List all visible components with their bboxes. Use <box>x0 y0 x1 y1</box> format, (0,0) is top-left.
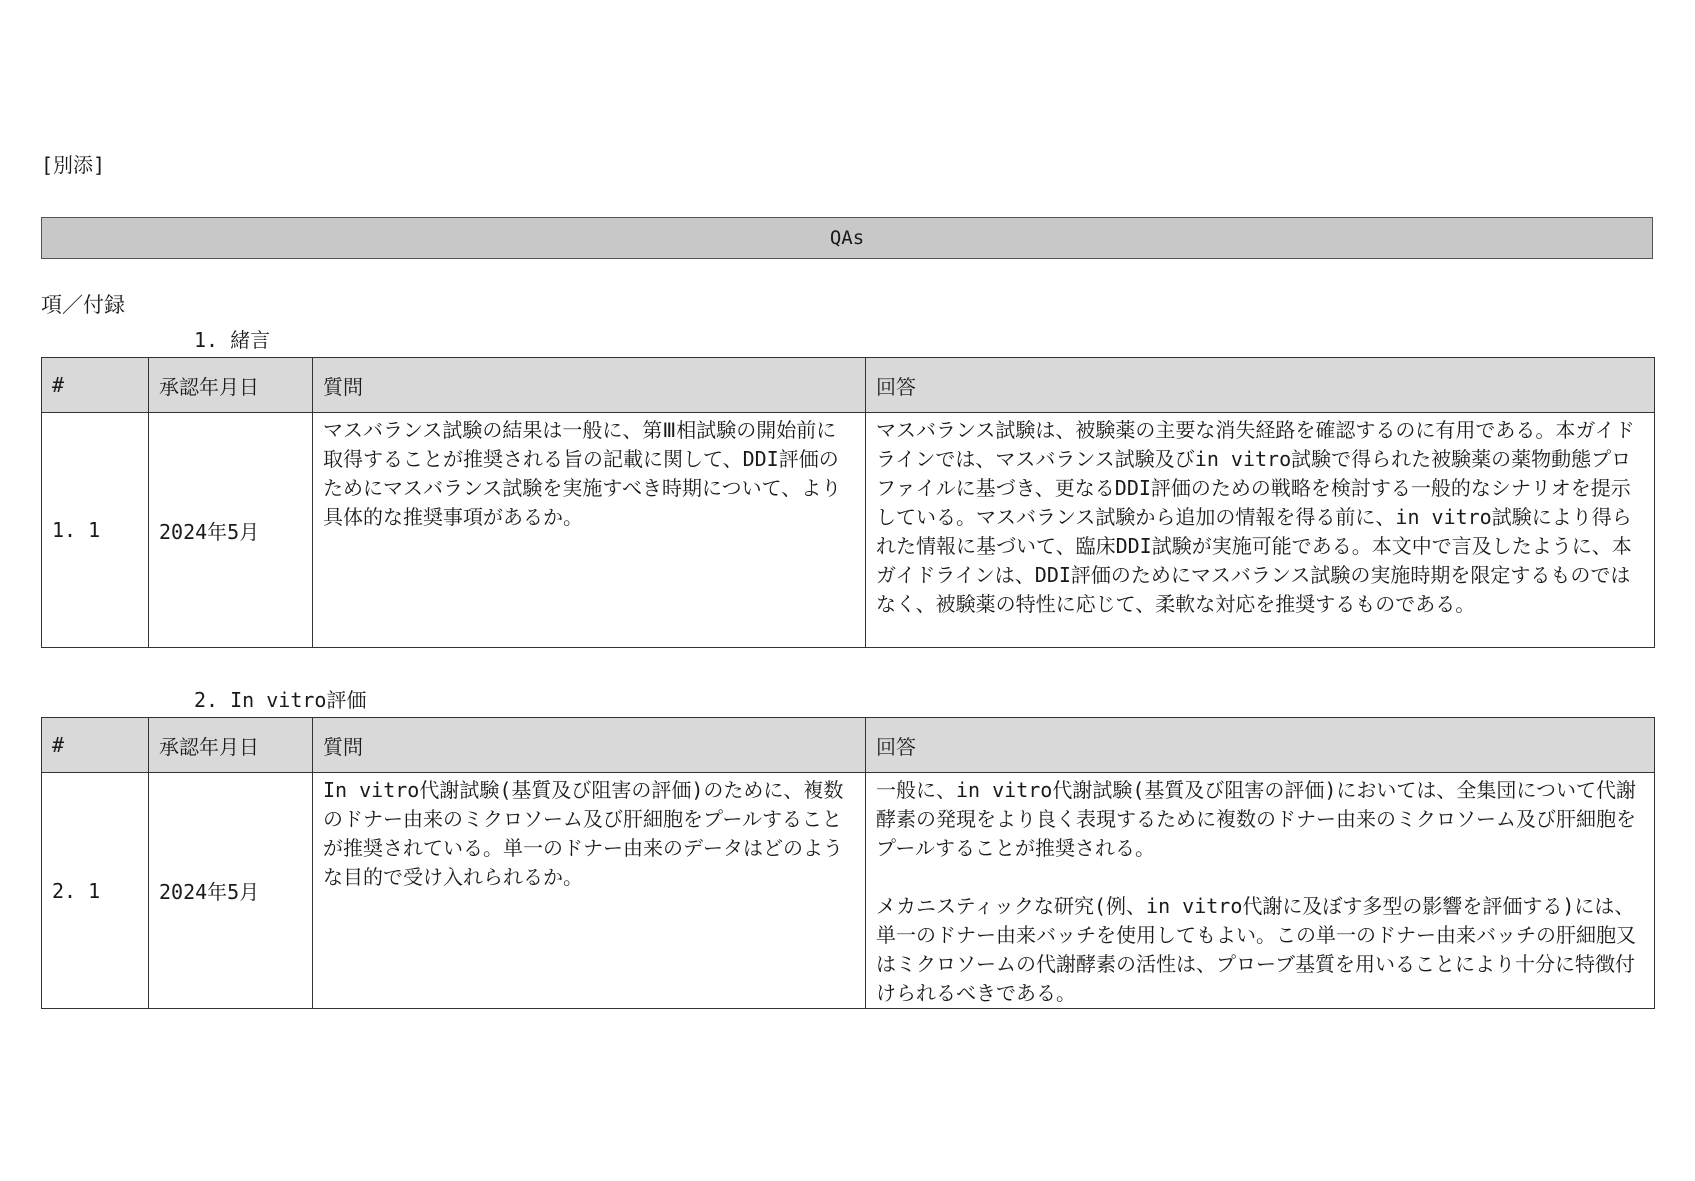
qa-number: 2. 1 <box>42 773 149 1009</box>
column-header-number: # <box>42 718 149 773</box>
table-header-row <box>42 358 1655 413</box>
subsection-heading-introduction: 1. 緒言 <box>194 328 271 352</box>
qa-date: 2024年5月 <box>149 413 313 648</box>
qas-banner <box>41 217 1653 259</box>
qa-question: マスバランス試験の結果は一般に、第Ⅲ相試験の開始前に取得することが推奨される旨の記載に関して、DDI評価のためにマスバランス試験を実施すべき時期について、より具体的な推奨事項があるか。 <box>313 413 866 648</box>
column-header-number: # <box>42 358 149 413</box>
table-row <box>42 413 1655 648</box>
column-header-answer: 回答 <box>866 718 1655 773</box>
column-header-question: 質問 <box>313 358 866 413</box>
section-heading: 項／付録 <box>41 293 125 317</box>
qa-answer: 一般に、in vitro代謝試験(基質及び阻害の評価)においては、全集団について代謝酵素の発現をより良く表現するために複数のドナー由来のミクロソーム及び肝細胞をプールすることが推奨される。 メカニスティックな研究(例、in vitro代謝に及ぼす多型の影響を評価する)には、単一のドナー由来バッチを使用してもよい。この単一のドナー由来バッチの肝細胞又はミクロソームの代謝酵素の活性は、プローブ基質を用いることにより十分に特徴付けられるべきである。 <box>866 773 1655 1009</box>
column-header-question: 質問 <box>313 718 866 773</box>
table-row <box>42 773 1655 1009</box>
qa-table-in-vitro <box>41 717 1655 1009</box>
column-header-date: 承認年月日 <box>149 358 313 413</box>
column-header-answer: 回答 <box>866 358 1655 413</box>
subsection-heading-in-vitro: 2. In vitro評価 <box>194 688 367 712</box>
banner-title: QAs <box>829 227 865 249</box>
qa-date: 2024年5月 <box>149 773 313 1009</box>
qa-number: 1. 1 <box>42 413 149 648</box>
qa-table-introduction <box>41 357 1655 648</box>
table-header-row <box>42 718 1655 773</box>
column-header-date: 承認年月日 <box>149 718 313 773</box>
qa-answer: マスバランス試験は、被験薬の主要な消失経路を確認するのに有用である。本ガイドラインでは、マスバランス試験及びin vitro試験で得られた被験薬の薬物動態プロファイルに基づき、更なるDDI評価のための戦略を検討する一般的なシナリオを提示している。マスバランス試験から追加の情報を得る前に、in vitro試験により得られた情報に基づいて、臨床DDI試験が実施可能である。本文中で言及したように、本ガイドラインは、DDI評価のためにマスバランス試験の実施時期を限定するものではなく、被験薬の特性に応じて、柔軟な対応を推奨するものである。 <box>866 413 1655 648</box>
attachment-label: [別添] <box>41 153 106 177</box>
qa-question: In vitro代謝試験(基質及び阻害の評価)のために、複数のドナー由来のミクロソーム及び肝細胞をプールすることが推奨されている。単一のドナー由来のデータはどのような目的で受け入れられるか。 <box>313 773 866 1009</box>
